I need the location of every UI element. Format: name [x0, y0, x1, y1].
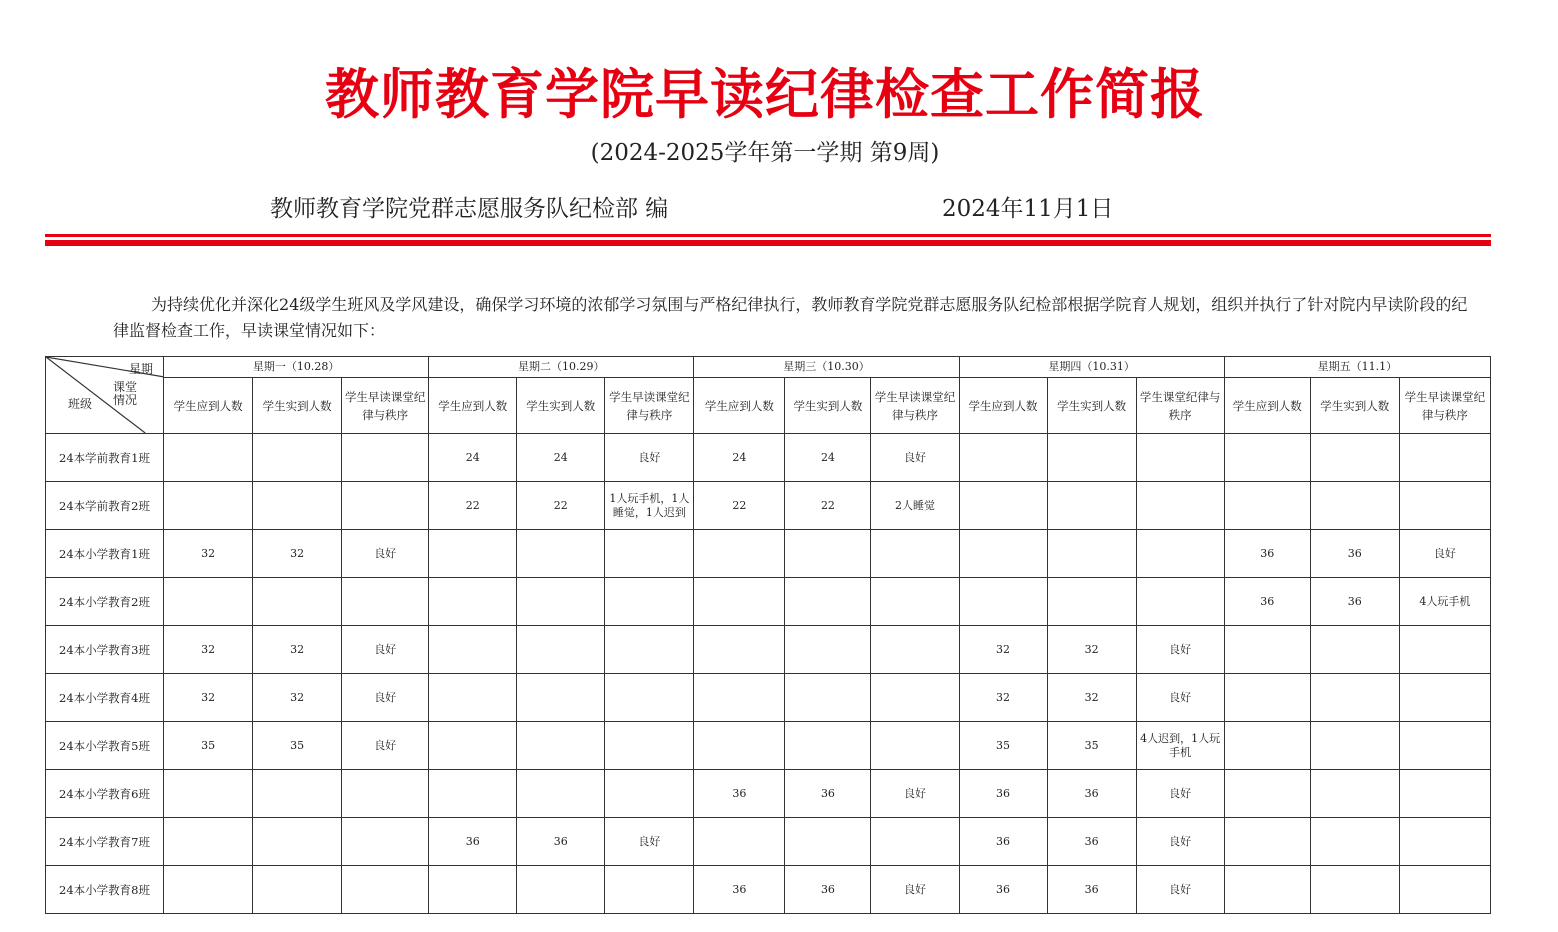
discipline-cell: [1399, 482, 1490, 530]
expected-count-cell: [1224, 866, 1310, 914]
table-row: [46, 674, 1491, 722]
discipline-cell: [1399, 866, 1490, 914]
discipline-cell: 良好: [1399, 530, 1490, 578]
expected-count-cell: 36: [429, 818, 517, 866]
expected-count-cell: 36: [959, 866, 1047, 914]
table-row: [46, 434, 1491, 482]
expected-count-cell: [1224, 626, 1310, 674]
expected-count-cell: [1224, 818, 1310, 866]
expected-count-cell: [429, 866, 517, 914]
discipline-cell: [605, 530, 694, 578]
corner-cell: [46, 357, 164, 434]
expected-count-cell: 36: [694, 770, 785, 818]
red-rule-thick: [45, 240, 1491, 246]
expected-count-cell: [429, 722, 517, 770]
discipline-cell: 良好: [342, 530, 429, 578]
expected-count-cell: 32: [164, 626, 253, 674]
actual-count-cell: [1047, 482, 1136, 530]
discipline-cell: 良好: [1136, 626, 1224, 674]
discipline-cell: 良好: [871, 434, 959, 482]
corner-condition-label: 课堂情况: [113, 380, 138, 407]
expected-count-cell: 35: [959, 722, 1047, 770]
actual-count-cell: [517, 674, 605, 722]
expected-count-cell: [164, 770, 253, 818]
actual-count-cell: [785, 578, 871, 626]
col-header: 学生应到人数: [164, 378, 253, 434]
discipline-cell: [871, 530, 959, 578]
day-header: 星期五（11.1）: [1224, 357, 1490, 378]
actual-count-cell: [1310, 674, 1399, 722]
expected-count-cell: 32: [164, 530, 253, 578]
expected-count-cell: 32: [959, 674, 1047, 722]
discipline-cell: 良好: [342, 626, 429, 674]
table-row: [46, 722, 1491, 770]
actual-count-cell: 32: [253, 530, 342, 578]
class-name-cell: 24本小学教育6班: [46, 770, 164, 818]
actual-count-cell: 36: [1310, 578, 1399, 626]
expected-count-cell: [694, 578, 785, 626]
actual-count-cell: 36: [1047, 866, 1136, 914]
discipline-cell: 良好: [605, 434, 694, 482]
expected-count-cell: [959, 578, 1047, 626]
actual-count-cell: 36: [1047, 770, 1136, 818]
discipline-cell: 良好: [871, 866, 959, 914]
col-header: 学生实到人数: [253, 378, 342, 434]
discipline-cell: [871, 722, 959, 770]
expected-count-cell: 22: [694, 482, 785, 530]
discipline-cell: [1136, 578, 1224, 626]
expected-count-cell: 32: [164, 674, 253, 722]
actual-count-cell: [1310, 818, 1399, 866]
col-header: 学生应到人数: [959, 378, 1047, 434]
discipline-cell: [871, 578, 959, 626]
table-body: [46, 434, 1491, 914]
col-header: 学生应到人数: [694, 378, 785, 434]
discipline-cell: 良好: [1136, 770, 1224, 818]
discipline-cell: 良好: [1136, 674, 1224, 722]
expected-count-cell: [1224, 674, 1310, 722]
discipline-cell: [342, 482, 429, 530]
actual-count-cell: 32: [253, 674, 342, 722]
discipline-cell: [605, 722, 694, 770]
day-header: 星期一（10.28）: [164, 357, 429, 378]
expected-count-cell: [1224, 434, 1310, 482]
actual-count-cell: [253, 482, 342, 530]
expected-count-cell: [694, 674, 785, 722]
actual-count-cell: [1310, 770, 1399, 818]
expected-count-cell: 35: [164, 722, 253, 770]
discipline-cell: 良好: [1136, 866, 1224, 914]
discipline-cell: [605, 626, 694, 674]
actual-count-cell: 36: [517, 818, 605, 866]
discipline-cell: 4人迟到，1人玩手机: [1136, 722, 1224, 770]
col-header: 学生课堂纪律与秩序: [1136, 378, 1224, 434]
discipline-cell: [342, 434, 429, 482]
expected-count-cell: [959, 482, 1047, 530]
expected-count-cell: 36: [959, 818, 1047, 866]
actual-count-cell: 36: [785, 770, 871, 818]
expected-count-cell: [429, 674, 517, 722]
discipline-cell: [1399, 818, 1490, 866]
actual-count-cell: [1047, 434, 1136, 482]
actual-count-cell: 36: [1310, 530, 1399, 578]
actual-count-cell: [785, 818, 871, 866]
expected-count-cell: 36: [959, 770, 1047, 818]
col-header: 学生实到人数: [785, 378, 871, 434]
discipline-cell: 良好: [1136, 818, 1224, 866]
discipline-cell: [871, 626, 959, 674]
expected-count-cell: [959, 434, 1047, 482]
discipline-cell: [1399, 626, 1490, 674]
day-header: 星期四（10.31）: [959, 357, 1224, 378]
discipline-cell: 良好: [342, 674, 429, 722]
column-header-row: [46, 378, 1491, 434]
class-name-cell: 24本小学教育3班: [46, 626, 164, 674]
expected-count-cell: [959, 530, 1047, 578]
class-name-cell: 24本小学教育1班: [46, 530, 164, 578]
actual-count-cell: [517, 626, 605, 674]
actual-count-cell: [785, 722, 871, 770]
discipline-cell: [342, 578, 429, 626]
actual-count-cell: [253, 434, 342, 482]
expected-count-cell: [694, 530, 785, 578]
report-subtitle: (2024-2025学年第一学期 第9周): [590, 140, 940, 166]
actual-count-cell: [1310, 722, 1399, 770]
actual-count-cell: 35: [1047, 722, 1136, 770]
discipline-cell: 良好: [871, 770, 959, 818]
expected-count-cell: [164, 434, 253, 482]
expected-count-cell: [429, 578, 517, 626]
expected-count-cell: [694, 626, 785, 674]
expected-count-cell: [164, 482, 253, 530]
discipline-cell: 1人玩手机，1人睡觉，1人迟到: [605, 482, 694, 530]
editor-line: 教师教育学院党群志愿服务队纪检部 编: [270, 196, 669, 222]
expected-count-cell: 22: [429, 482, 517, 530]
discipline-cell: 4人玩手机: [1399, 578, 1490, 626]
actual-count-cell: [253, 818, 342, 866]
discipline-cell: [1399, 722, 1490, 770]
day-header: 星期二（10.29）: [429, 357, 694, 378]
discipline-cell: [1399, 674, 1490, 722]
actual-count-cell: [517, 866, 605, 914]
report-title: 教师教育学院早读纪律检查工作简报: [325, 62, 1205, 126]
actual-count-cell: [1310, 434, 1399, 482]
expected-count-cell: [694, 722, 785, 770]
class-name-cell: 24本小学教育2班: [46, 578, 164, 626]
expected-count-cell: [164, 866, 253, 914]
corner-week-label: 星期: [129, 362, 154, 376]
discipline-cell: 良好: [342, 722, 429, 770]
expected-count-cell: 36: [1224, 530, 1310, 578]
table-row: [46, 818, 1491, 866]
actual-count-cell: [253, 770, 342, 818]
actual-count-cell: 32: [1047, 674, 1136, 722]
expected-count-cell: [164, 578, 253, 626]
col-header: 学生应到人数: [429, 378, 517, 434]
actual-count-cell: 24: [785, 434, 871, 482]
actual-count-cell: 32: [1047, 626, 1136, 674]
class-name-cell: 24本小学教育5班: [46, 722, 164, 770]
discipline-cell: [1136, 434, 1224, 482]
table-row: [46, 626, 1491, 674]
day-header-row: [46, 357, 1491, 378]
red-rule-thin: [45, 234, 1491, 237]
class-name-cell: 24本小学教育4班: [46, 674, 164, 722]
actual-count-cell: [1310, 866, 1399, 914]
actual-count-cell: [517, 770, 605, 818]
col-header: 学生应到人数: [1224, 378, 1310, 434]
actual-count-cell: 36: [1047, 818, 1136, 866]
table-row: [46, 578, 1491, 626]
class-name-cell: 24本小学教育8班: [46, 866, 164, 914]
discipline-cell: [605, 866, 694, 914]
discipline-cell: [871, 674, 959, 722]
col-header: 学生实到人数: [1310, 378, 1399, 434]
actual-count-cell: 35: [253, 722, 342, 770]
actual-count-cell: [1047, 578, 1136, 626]
actual-count-cell: [517, 578, 605, 626]
table-row: [46, 866, 1491, 914]
discipline-cell: [342, 770, 429, 818]
discipline-cell: [1399, 770, 1490, 818]
expected-count-cell: [429, 770, 517, 818]
class-name-cell: 24本学前教育1班: [46, 434, 164, 482]
inspection-table: [45, 356, 1491, 914]
actual-count-cell: [517, 722, 605, 770]
actual-count-cell: 32: [253, 626, 342, 674]
expected-count-cell: 36: [1224, 578, 1310, 626]
col-header: 学生实到人数: [517, 378, 605, 434]
class-name-cell: 24本学前教育2班: [46, 482, 164, 530]
discipline-cell: [1136, 530, 1224, 578]
col-header: 学生早读课堂纪律与秩序: [342, 378, 429, 434]
discipline-cell: [1399, 434, 1490, 482]
col-header: 学生实到人数: [1047, 378, 1136, 434]
expected-count-cell: 32: [959, 626, 1047, 674]
actual-count-cell: [253, 578, 342, 626]
actual-count-cell: [785, 674, 871, 722]
discipline-cell: [342, 866, 429, 914]
actual-count-cell: [1047, 530, 1136, 578]
actual-count-cell: [1310, 482, 1399, 530]
actual-count-cell: [785, 530, 871, 578]
class-name-cell: 24本小学教育7班: [46, 818, 164, 866]
discipline-cell: [342, 818, 429, 866]
discipline-cell: [871, 818, 959, 866]
discipline-cell: 2人睡觉: [871, 482, 959, 530]
actual-count-cell: [785, 626, 871, 674]
actual-count-cell: 36: [785, 866, 871, 914]
table-row: [46, 530, 1491, 578]
table-row: [46, 482, 1491, 530]
col-header: 学生早读课堂纪律与秩序: [871, 378, 959, 434]
actual-count-cell: 22: [785, 482, 871, 530]
discipline-cell: [1136, 482, 1224, 530]
actual-count-cell: [517, 530, 605, 578]
day-header: 星期三（10.30）: [694, 357, 959, 378]
table-row: [46, 770, 1491, 818]
discipline-cell: [605, 578, 694, 626]
expected-count-cell: 24: [429, 434, 517, 482]
corner-class-label: 班级: [68, 397, 93, 411]
expected-count-cell: [1224, 722, 1310, 770]
expected-count-cell: [429, 530, 517, 578]
discipline-cell: [605, 770, 694, 818]
expected-count-cell: [694, 818, 785, 866]
col-header: 学生早读课堂纪律与秩序: [605, 378, 694, 434]
actual-count-cell: [1310, 626, 1399, 674]
col-header: 学生早读课堂纪律与秩序: [1399, 378, 1490, 434]
discipline-cell: [605, 674, 694, 722]
expected-count-cell: [1224, 770, 1310, 818]
expected-count-cell: 36: [694, 866, 785, 914]
intro-paragraph: 为持续优化并深化24级学生班风及学风建设，确保学习环境的浓郁学习氛围与严格纪律执行，教师教育学院党群志愿服务队纪检部根据学院育人规划，组织并执行了针对院内早读阶段的纪律监督检查工作，早读课堂情况如下：: [113, 295, 1468, 340]
actual-count-cell: 22: [517, 482, 605, 530]
actual-count-cell: 24: [517, 434, 605, 482]
discipline-cell: 良好: [605, 818, 694, 866]
actual-count-cell: [253, 866, 342, 914]
expected-count-cell: [164, 818, 253, 866]
report-date: 2024年11月1日: [942, 196, 1114, 222]
expected-count-cell: [429, 626, 517, 674]
expected-count-cell: [1224, 482, 1310, 530]
expected-count-cell: 24: [694, 434, 785, 482]
